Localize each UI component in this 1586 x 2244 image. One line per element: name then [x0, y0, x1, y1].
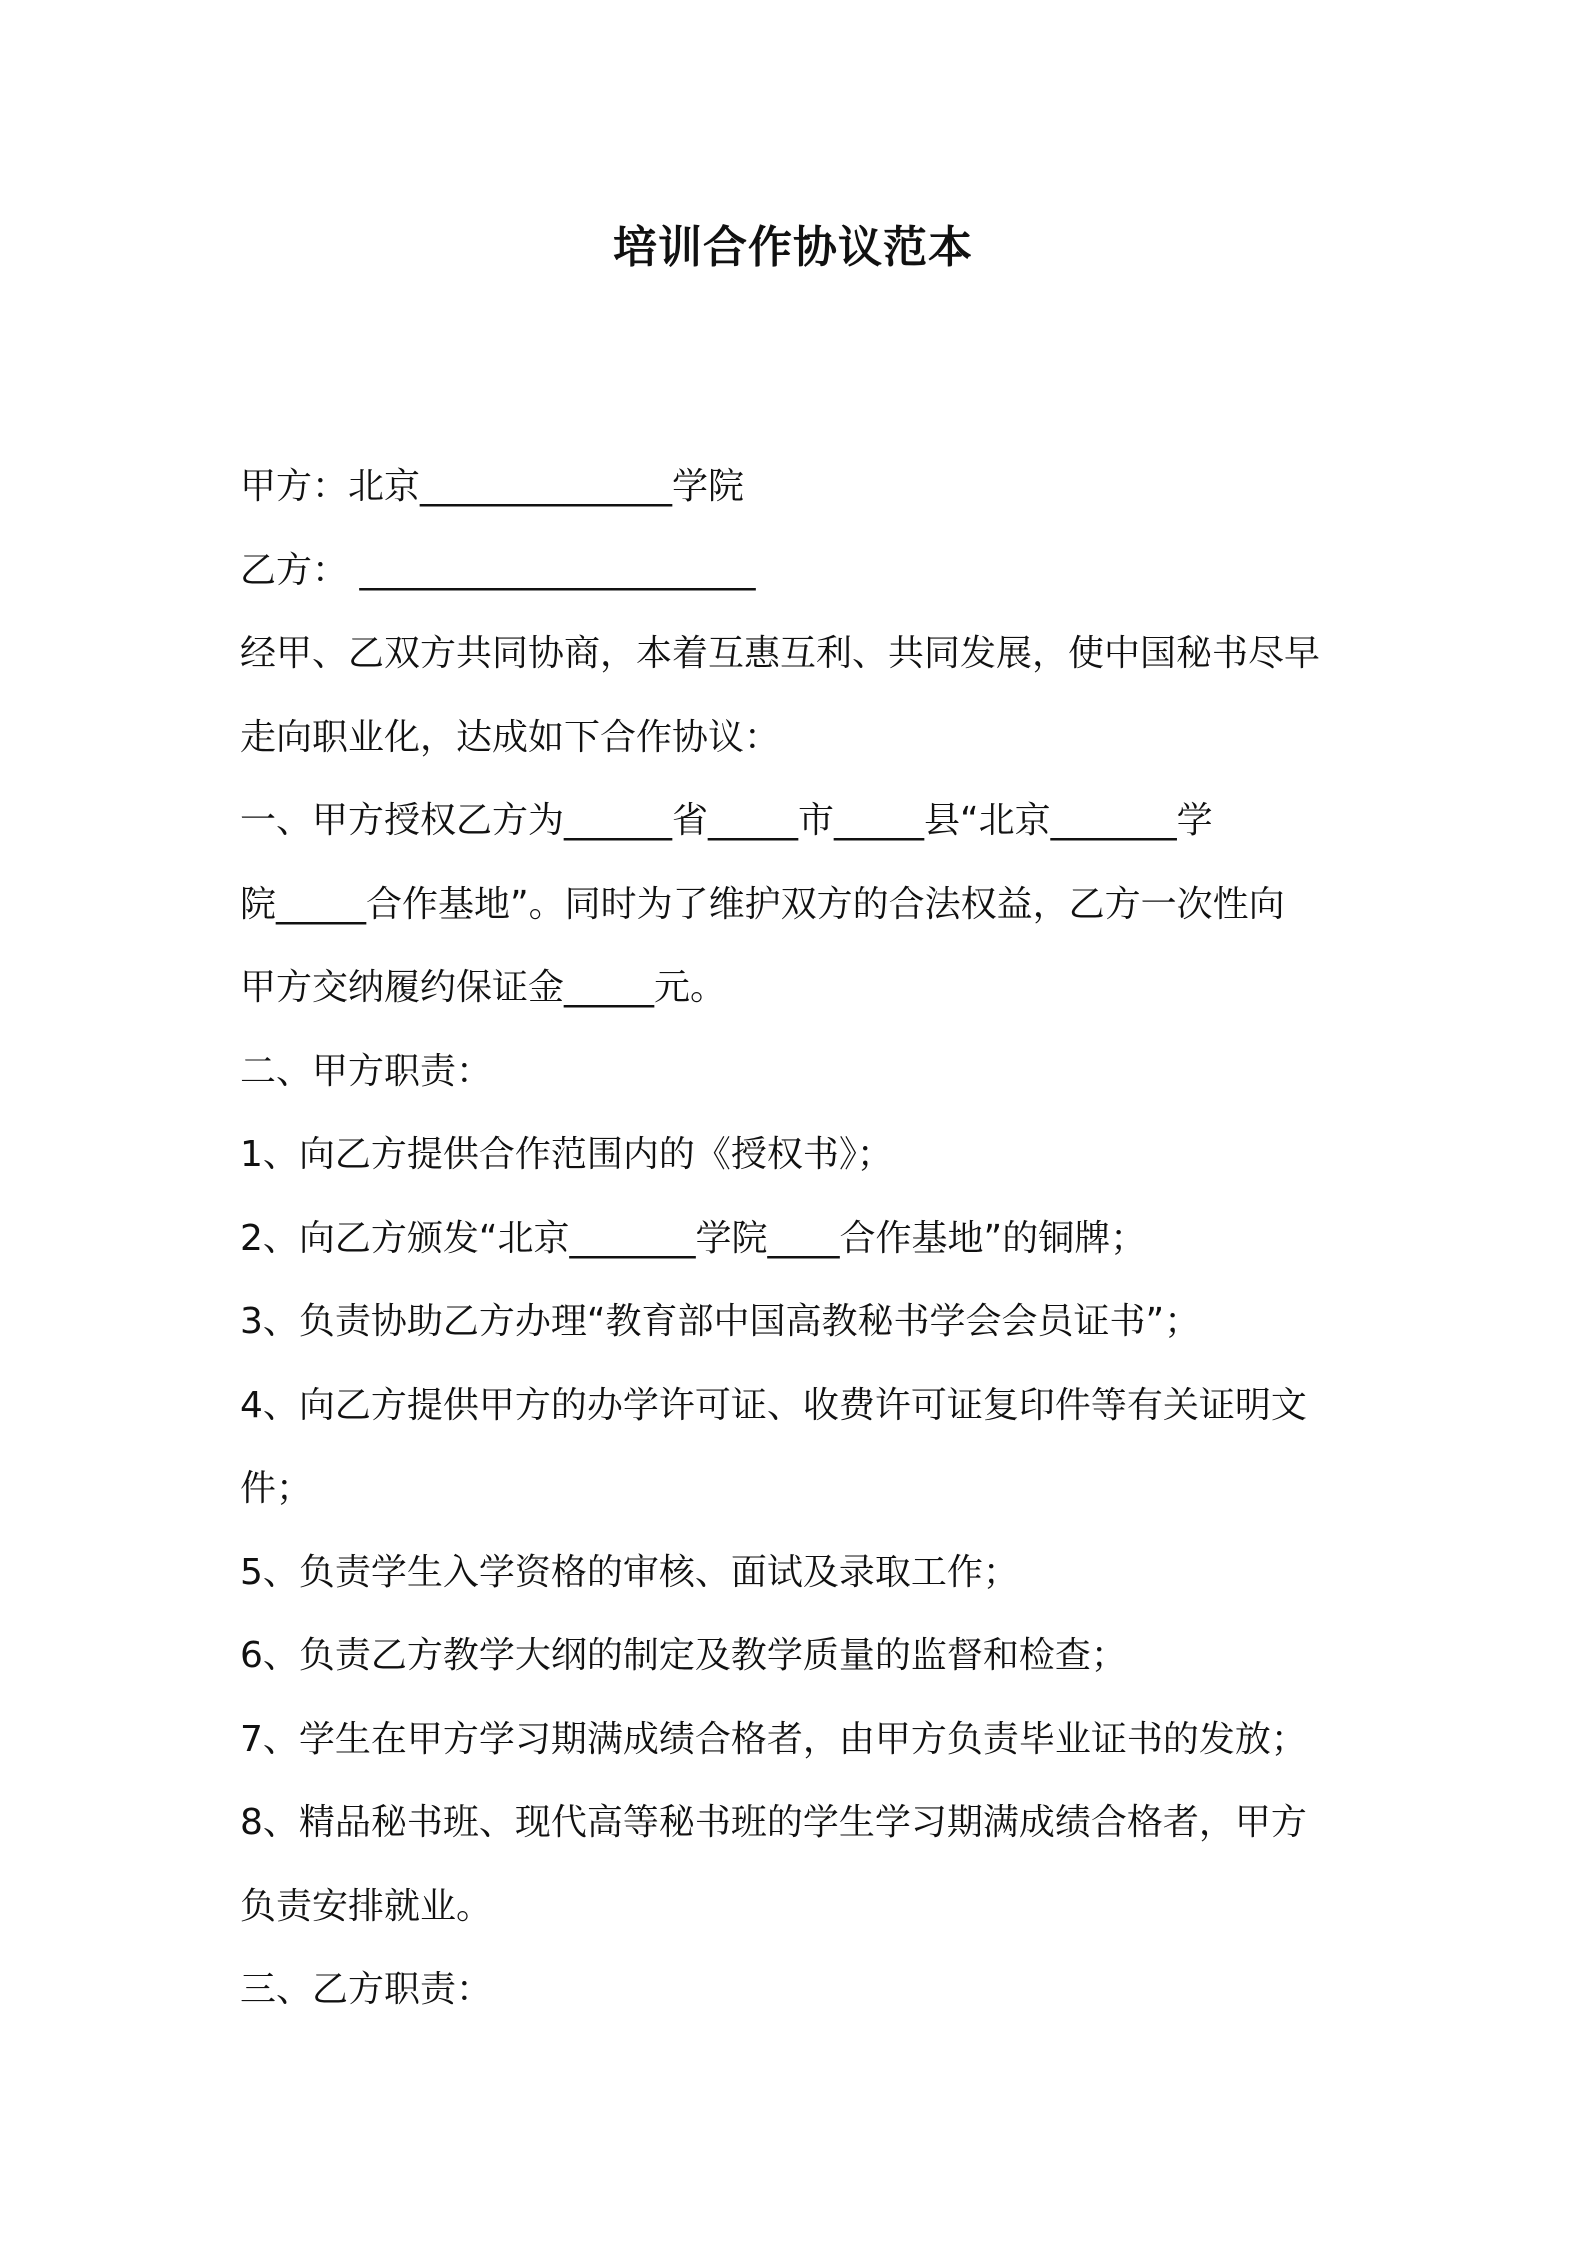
- list-item-3: 3、负责协助乙方办理“教育部中国高教秘书学会会员证书”；: [240, 1301, 1201, 1342]
- list-item-7: 7、学生在甲方学习期满成绩合格者，由甲方负责毕业证书的发放；: [240, 1718, 1307, 1760]
- list-item-1: 1、向乙方提供合作范围内的《授权书》；: [240, 1134, 893, 1175]
- clause-1-line-2: 院_____合作基地”。同时为了维护双方的合法权益，乙方一次性向: [240, 883, 1285, 925]
- list-item-4-line-1: 4、向乙方提供甲方的办学许可证、收费许可证复印件等有关证明文: [240, 1384, 1307, 1426]
- preamble-line-1: 经甲、乙双方共同协商，本着互惠互利、共同发展，使中国秘书尽早: [240, 633, 1321, 674]
- clause-1-line-1: 一、甲方授权乙方为______省_____市_____县“北京_______学: [240, 800, 1213, 841]
- list-item-4-line-2: 件；: [240, 1468, 313, 1509]
- section-2-heading: 二、甲方职责：: [240, 1050, 493, 1092]
- list-item-8-line-1: 8、精品秘书班、现代高等秘书班的学生学习期满成绩合格者，甲方: [240, 1802, 1307, 1843]
- clause-1-line-3: 甲方交纳履约保证金_____元。: [240, 967, 727, 1008]
- list-item-6: 6、负责乙方教学大纲的制定及教学质量的监督和检查；: [240, 1635, 1127, 1676]
- list-item-2: 2、向乙方颁发“北京_______学院____合作基地”的铜牌；: [240, 1217, 1147, 1259]
- party-b-line: 乙方： ______________________: [240, 549, 756, 591]
- document-title: 培训合作协议范本: [613, 222, 973, 273]
- list-item-8-line-2: 负责安排就业。: [240, 1885, 493, 1927]
- list-item-5: 5、负责学生入学资格的审核、面试及录取工作；: [240, 1551, 1019, 1593]
- document-body: [240, 445, 1360, 2032]
- section-3-heading: 三、乙方职责：: [240, 1969, 493, 2010]
- party-a-line: 甲方：北京______________学院: [240, 466, 745, 507]
- preamble-line-2: 走向职业化，达成如下合作协议：: [240, 716, 781, 758]
